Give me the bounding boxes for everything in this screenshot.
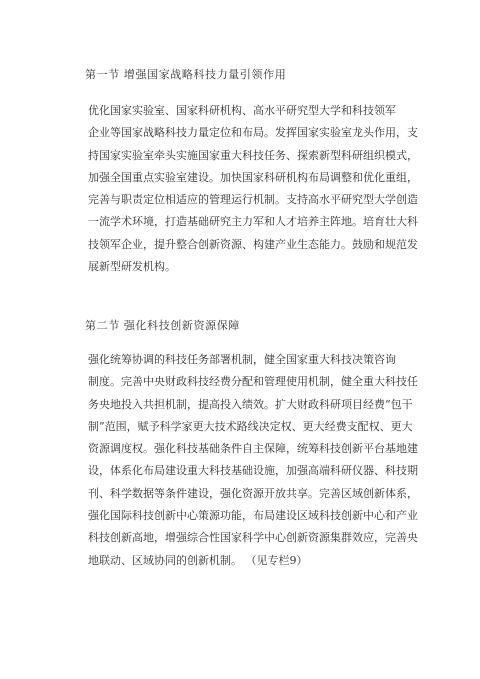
paragraph-line: 资源调度权。强化科技基础条件自主保障，统筹科技创新平台基地建	[88, 442, 418, 456]
paragraph-line: 技领军企业，提升整合创新资源、构建产业生态能力。鼓励和规范发	[88, 237, 418, 251]
section-1-heading: 第一节 增强国家战略科技力量引领作用	[85, 68, 287, 81]
section-2-heading: 第二节 强化科技创新资源保障	[85, 319, 240, 332]
paragraph-line: 加强全国重点实验室建设。加快国家科研机构布局调整和优化重组，	[88, 170, 418, 184]
section-1-paragraph	[88, 100, 420, 278]
paragraph-line: 展新型研发机构。	[88, 260, 176, 274]
paragraph-line: 刊、科学数据等条件建设，强化资源开放共享。完善区域创新体系，	[88, 486, 418, 500]
paragraph-line: 制”范围，赋予科学家更大技术路线决定权、更大经费支配权、更大	[88, 419, 413, 433]
paragraph-line: 科技创新高地，增强综合性国家科学中心创新资源集群效应，完善央	[88, 531, 418, 545]
paragraph-line: 优化国家实验室、国家科研机构、高水平研究型大学和科技领军	[88, 104, 396, 117]
paragraph-line: 完善与职责定位相适应的管理运行机制。支持高水平研究型大学创造	[88, 193, 418, 207]
paragraph-line: 持国家实验室牵头实施国家重大科技任务、探索新型科研组织模式，	[88, 148, 418, 162]
paragraph-line: 设，体系化布局建设重大科技基础设施，加强高端科研仪器、科技期	[88, 464, 418, 478]
paragraph-line: 强化统筹协调的科技任务部署机制，健全国家重大科技决策咨询	[88, 353, 396, 366]
paragraph-line: 务央地投入共担机制，提高投入绩效。扩大财政科研项目经费“包干	[88, 397, 413, 411]
paragraph-line: 制度。完善中央财政科技经费分配和管理使用机制，健全重大科技任	[88, 375, 418, 389]
section-2-paragraph	[88, 349, 420, 572]
paragraph-line: 一流学术环境，打造基础研究主力军和人才培养主阵地。培育壮大科	[88, 215, 418, 229]
paragraph-line: 地联动、区域协同的创新机制。 （见专栏9）	[88, 553, 308, 567]
paragraph-line: 强化国际科技创新中心策源功能，布局建设区域科技创新中心和产业	[88, 509, 418, 523]
paragraph-line: 企业等国家战略科技力量定位和布局。发挥国家实验室龙头作用，支	[88, 126, 418, 140]
